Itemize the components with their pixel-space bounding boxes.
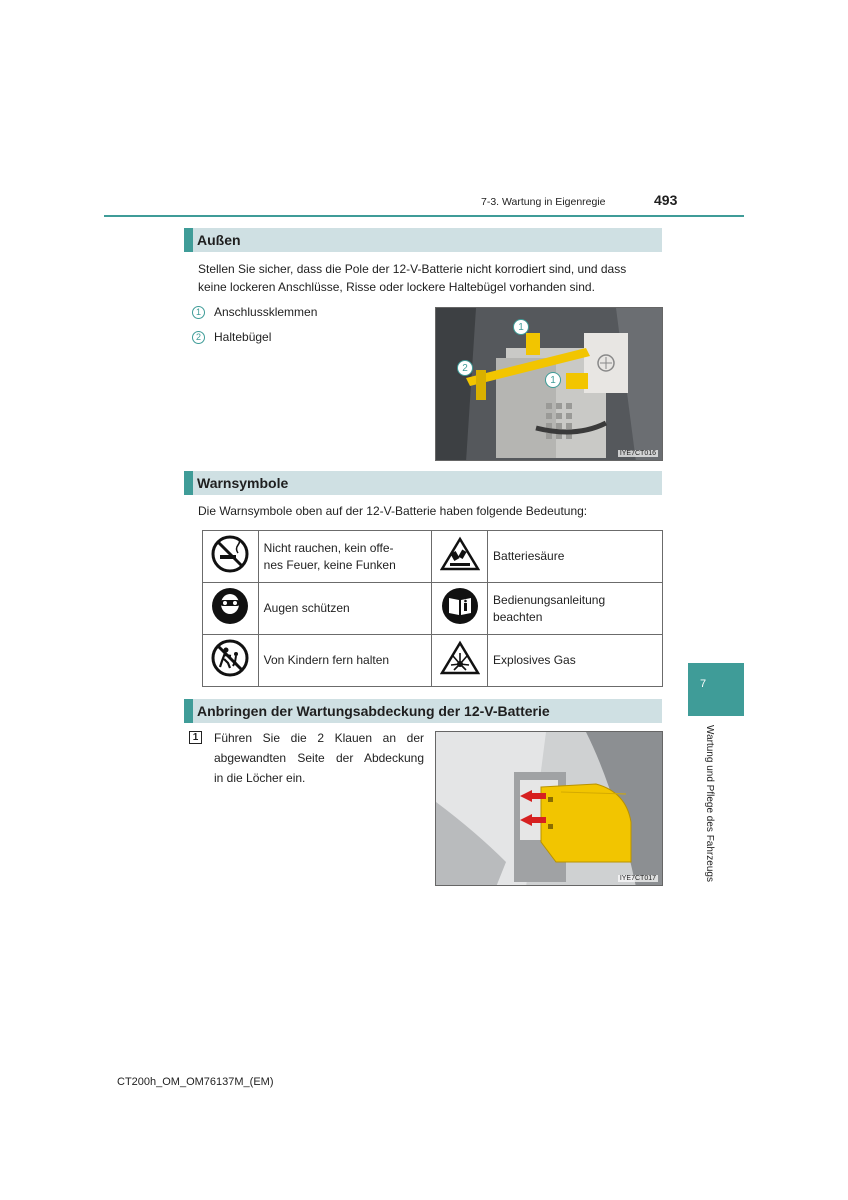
warning-description-line: Nicht rauchen, kein offe- — [263, 540, 394, 555]
section-heading-warnsymbole: Warnsymbole — [184, 471, 662, 495]
callout-number: 2 — [192, 331, 205, 344]
page-number: 493 — [654, 192, 678, 208]
header-section-title: 7-3. Wartung in Eigenregie — [481, 196, 606, 208]
step-number-badge: 1 — [189, 731, 202, 744]
callout-label: Haltebügel — [214, 330, 272, 344]
eye-protection-icon — [203, 583, 259, 635]
photo-callout-marker: 1 — [513, 319, 529, 335]
callout-item — [192, 330, 271, 344]
warning-description — [488, 635, 663, 687]
warning-description-line: beachten — [493, 609, 543, 624]
warning-description-line: Batteriesäure — [493, 549, 565, 563]
header-divider — [104, 215, 744, 217]
cover-photo — [435, 731, 663, 886]
step-text — [214, 728, 424, 788]
section-heading-aussen: Außen — [184, 228, 662, 252]
figure-code: IYE7CT016 — [619, 450, 656, 457]
warning-description-line: Bedienungsanleitung — [493, 592, 606, 607]
no-smoking-icon — [203, 531, 259, 583]
callout-label: Anschlussklemmen — [214, 305, 318, 319]
battery-photo — [435, 307, 663, 461]
chapter-title-vertical: Wartung und Pflege des Fahrzeugs — [704, 725, 715, 882]
warning-description-line: Von Kindern fern halten — [263, 653, 390, 667]
warning-description — [258, 583, 432, 635]
warnsymbole-intro: Die Warnsymbole oben auf der 12-V-Batterie haben folgende Bedeutung: — [198, 504, 588, 518]
callout-number: 1 — [192, 306, 205, 319]
aussen-paragraph — [198, 260, 626, 296]
footer-document-code: CT200h_OM_OM76137M_(EM) — [117, 1076, 274, 1088]
keep-away-children-icon — [203, 635, 259, 687]
warning-description-line: Explosives Gas — [493, 653, 576, 667]
photo-callout-marker: 2 — [457, 360, 473, 376]
explosive-gas-icon — [432, 635, 488, 687]
table-row — [203, 531, 663, 583]
warning-description-line: nes Feuer, keine Funken — [263, 557, 396, 572]
instruction-step — [189, 728, 424, 788]
warning-description — [488, 531, 663, 583]
photo-callout-marker: 1 — [545, 372, 561, 388]
figure-code: IYE7CT017 — [619, 875, 656, 882]
battery-acid-icon — [432, 531, 488, 583]
manual-book-icon — [432, 583, 488, 635]
table-row — [203, 635, 663, 687]
warning-symbols-table — [202, 530, 663, 687]
warning-description-line: Augen schützen — [263, 601, 350, 615]
warning-description — [258, 531, 432, 583]
cover-photo-illustration — [436, 732, 663, 886]
warning-description — [488, 583, 663, 635]
chapter-tab: 7 — [688, 663, 744, 716]
callout-item — [192, 305, 317, 319]
section-heading-abdeckung: Anbringen der Wartungsabdeckung der 12-V-Batterie — [184, 699, 662, 723]
aussen-paragraph-line: Stellen Sie sicher, dass die Pole der 12-V-Batterie nicht korrodiert sind, und dass — [198, 262, 627, 276]
table-row — [203, 583, 663, 635]
step-text-line: in die Löcher ein. — [214, 771, 306, 785]
aussen-paragraph-line: keine lockeren Anschlüsse, Risse oder lockere Haltebügel vorhanden sind. — [198, 280, 595, 294]
warning-description — [258, 635, 432, 687]
step-text-line: Führen Sie die 2 Klauen an der — [214, 731, 424, 745]
step-text-line: abgewandten Seite der Abdeckung — [214, 751, 424, 765]
